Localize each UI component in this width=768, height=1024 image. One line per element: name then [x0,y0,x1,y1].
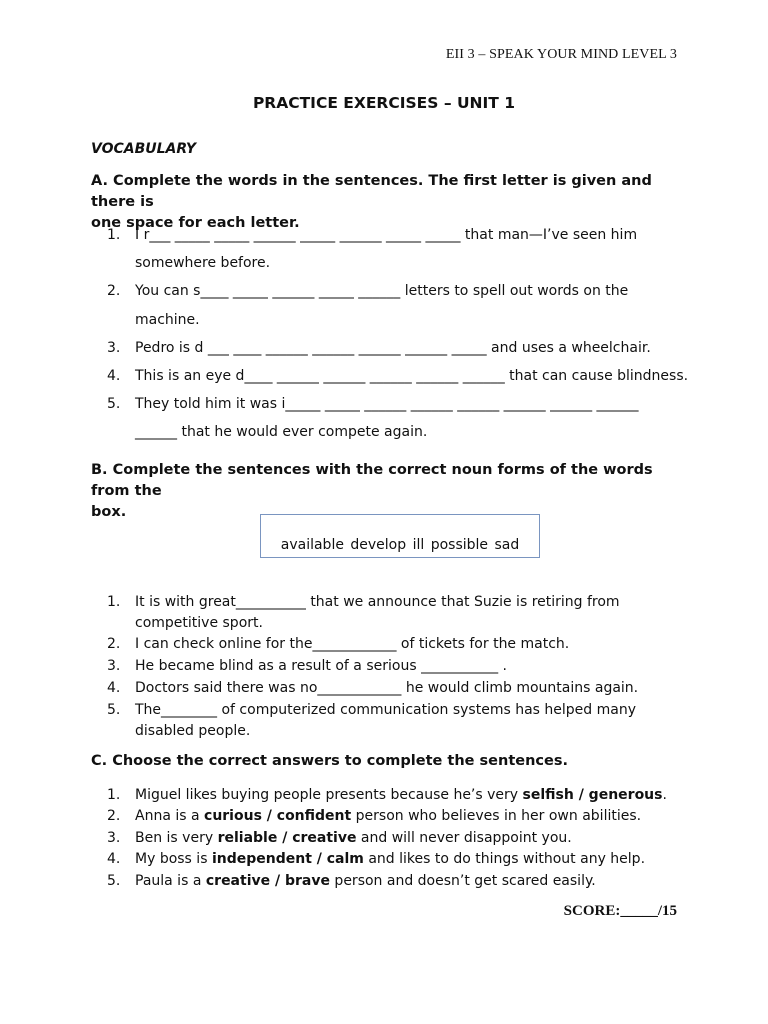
section-a-item-2: 2. You can s____ _____ ______ _____ ______ letters to spell out words on the [107,283,629,299]
section-b-item-3: 3. He became blind as a result of a serious ___________ . [107,658,507,674]
course-header: EII 3 – SPEAK YOUR MIND LEVEL 3 [445,47,677,62]
section-b-item-1: 1. It is with great__________ that we announce that Suzie is retiring from [107,594,620,610]
choice-pair: selfish / generous [522,787,663,803]
vocabulary-label: VOCABULARY [91,141,197,157]
section-a-item-1-cont: somewhere before. [135,255,271,271]
section-b-item-2: 2. I can check online for the____________ of tickets for the match. [107,636,570,652]
section-a-heading-line2: one space for each letter. [91,215,300,231]
section-a-item-1: 1. I r___ _____ _____ ______ _____ ______ _____ _____ that man—I’ve seen him [107,227,638,243]
section-a-item-5-cont: ______ that he would ever compete again. [135,424,428,440]
section-b-heading-line1: B. Complete the sentences with the correct noun forms of the words from the [91,462,653,499]
choice-pair: creative / brave [205,873,330,889]
section-c-heading: C. Choose the correct answers to complete the sentences. [91,753,568,769]
section-b-item-5: 5. The________ of computerized communication systems has helped many [107,702,636,718]
page-title: PRACTICE EXERCISES – UNIT 1 [252,94,516,112]
section-c-item-3: 3. Ben is very reliable / creative and will never disappoint you. [107,830,572,846]
section-a-heading-line1: A. Complete the words in the sentences. The first letter is given and there is [91,173,652,210]
section-b-item-4: 4. Doctors said there was no____________ he would climb mountains again. [107,680,639,696]
choice-pair: curious / confident [204,808,352,824]
section-b-item-5-cont: disabled people. [135,723,251,739]
word-box: available develop ill possible sad [260,514,540,558]
score-line: SCORE:_____/15 [563,903,677,919]
section-c-item-4: 4. My boss is independent / calm and likes to do things without any help. [107,851,646,867]
choice-pair: independent / calm [211,851,364,867]
section-a-item-2-cont: machine. [135,312,200,328]
section-c-item-2: 2. Anna is a curious / confident person who believes in her own abilities. [107,808,642,824]
section-c-item-1: 1. Miguel likes buying people presents because he’s very selfish / generous. [107,787,667,803]
section-a-item-4: 4. This is an eye d____ ______ ______ ______ ______ ______ that can cause blindness. [107,368,689,384]
choice-pair: reliable / creative [217,830,357,846]
section-b-heading-line2: box. [91,504,127,520]
section-b-item-1-cont: competitive sport. [135,615,263,631]
section-a-item-5: 5. They told him it was i_____ _____ ______ ______ ______ ______ ______ ______ [107,396,639,412]
section-c-item-5: 5. Paula is a creative / brave person and doesn’t get scared easily. [107,873,596,889]
section-a-item-3: 3. Pedro is d ___ ____ ______ ______ ______ ______ _____ and uses a wheelchair. [107,340,651,356]
